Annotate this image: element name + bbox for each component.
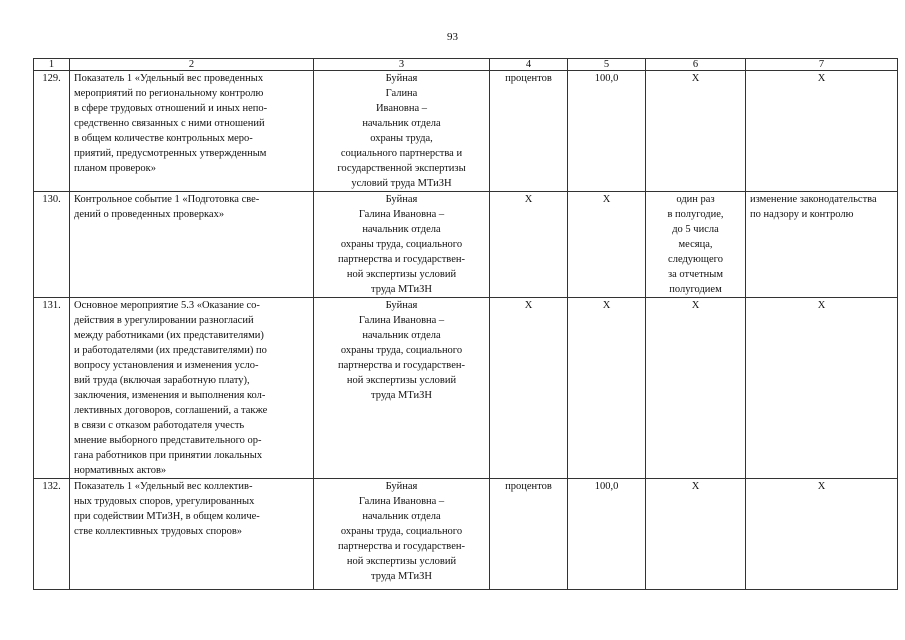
row-col6: Х (646, 298, 746, 479)
row-col6: Х (646, 71, 746, 192)
row-number: 132. (34, 479, 70, 590)
row-number: 129. (34, 71, 70, 192)
row-responsible: Буйная Галина Ивановна – начальник отдела охраны труда, социального партнерства и государствен- ной экспертизы условий труда МТиЗН (314, 298, 490, 479)
column-header-7: 7 (746, 59, 898, 71)
table-row (34, 192, 898, 298)
column-header-5: 5 (568, 59, 646, 71)
column-header-6: 6 (646, 59, 746, 71)
row-col7: Х (746, 479, 898, 590)
row-description: Контрольное событие 1 «Подготовка све- дений о проведенных проверках» (70, 192, 314, 298)
data-table (33, 58, 898, 590)
header-row (34, 59, 898, 71)
row-responsible: Буйная Галина Ивановна – начальник отдела охраны труда, социального партнерства и государствен- ной экспертизы условий труда МТиЗН (314, 479, 490, 590)
row-col6: Х (646, 479, 746, 590)
row-unit: процентов (490, 71, 568, 192)
row-description: Показатель 1 «Удельный вес проведенных мероприятий по региональному контролю в сфере трудовых отношений и иных непо- средственно связанных с ними отношений в общем количестве контрольных меро- приятий, предусмотренных утвержденным планом проверок» (70, 71, 314, 192)
row-number: 131. (34, 298, 70, 479)
column-header-2: 2 (70, 59, 314, 71)
row-col7: изменение законодательства по надзору и контролю (746, 192, 898, 298)
row-value: Х (568, 298, 646, 479)
table-row (34, 71, 898, 192)
column-header-4: 4 (490, 59, 568, 71)
row-unit: Х (490, 298, 568, 479)
row-value: 100,0 (568, 71, 646, 192)
row-number: 130. (34, 192, 70, 298)
row-unit: Х (490, 192, 568, 298)
row-responsible: Буйная Галина Ивановна – начальник отдела охраны труда, социального партнерства и государственной экспертизы условий труда МТиЗН (314, 71, 490, 192)
row-col7: Х (746, 298, 898, 479)
row-col7: Х (746, 71, 898, 192)
row-unit: процентов (490, 479, 568, 590)
row-description: Основное мероприятие 5.3 «Оказание со- действия в урегулировании разногласий между работниками (их представителями) и работодателями (их представителями) по вопросу установления и изменения усло- вий труда (включая заработную плату), заключения, изменения и выполнения кол- лективных договоров, соглашений, а также в связи с отказом работодателя учесть мнение выборного представительного ор- гана работников при принятии локальных нормативных актов» (70, 298, 314, 479)
column-header-3: 3 (314, 59, 490, 71)
table-row (34, 298, 898, 479)
page-number: 93 (447, 31, 458, 43)
row-value: 100,0 (568, 479, 646, 590)
row-description: Показатель 1 «Удельный вес коллектив- ных трудовых споров, урегулированных при содействии МТиЗН, в общем количе- стве коллективных трудовых споров» (70, 479, 314, 590)
row-col6: один раз в полугодие, до 5 числа месяца, следующего за отчетным полугодием (646, 192, 746, 298)
row-responsible: Буйная Галина Ивановна – начальник отдела охраны труда, социального партнерства и государствен- ной экспертизы условий труда МТиЗН (314, 192, 490, 298)
column-header-1: 1 (34, 59, 70, 71)
table-row (34, 479, 898, 590)
row-value: Х (568, 192, 646, 298)
